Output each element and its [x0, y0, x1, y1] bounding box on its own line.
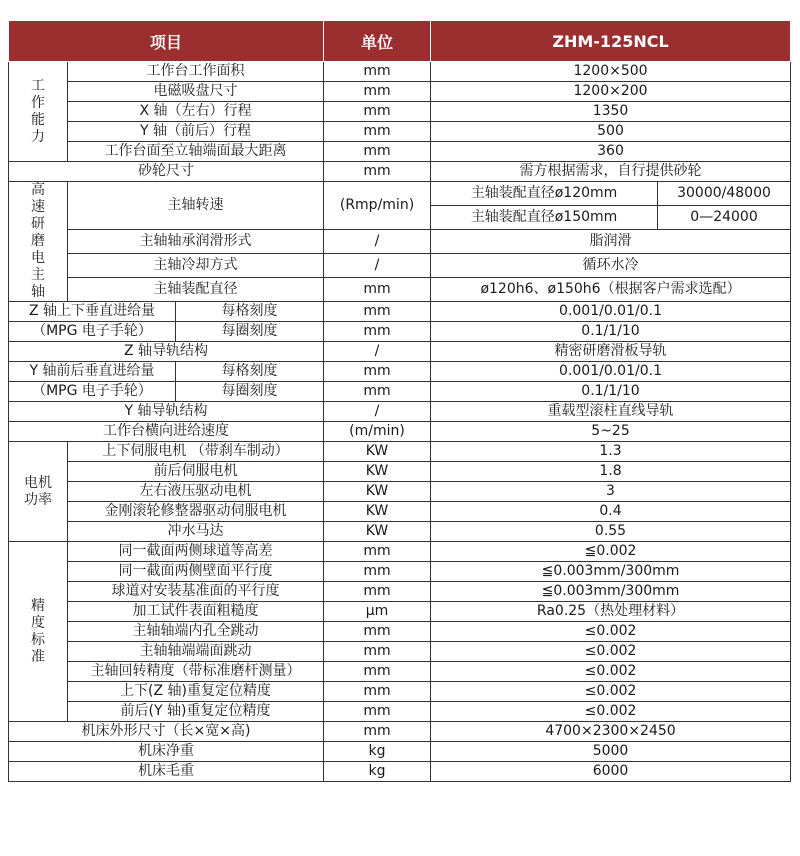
- row-label: 加工试件表面粗糙度: [68, 602, 324, 622]
- row-unit: /: [324, 402, 431, 422]
- sub-label: 每格刻度: [176, 302, 324, 322]
- row-value: 循环水冷: [431, 254, 791, 278]
- sub-value: 30000/48000: [658, 182, 791, 206]
- row-label: 主轴轴端端面跳动: [68, 642, 324, 662]
- table-row: [9, 562, 791, 582]
- group-spindle: 高 速 研 磨 电 主 轴: [9, 182, 68, 302]
- row-value: 3: [431, 482, 791, 502]
- row-unit: mm: [324, 82, 431, 102]
- table-row: [9, 142, 791, 162]
- row-unit: mm: [324, 122, 431, 142]
- table-row: [9, 662, 791, 682]
- row-label: 工作台工作面积: [68, 62, 324, 82]
- row-value: 0.55: [431, 522, 791, 542]
- group-work-capacity: 工 作 能 力: [9, 62, 68, 162]
- row-value: ≤0.002: [431, 682, 791, 702]
- row-unit: (Rmp/min): [324, 182, 431, 230]
- table-row: [9, 362, 791, 382]
- row-unit: mm: [324, 542, 431, 562]
- sub-value: 0—24000: [658, 206, 791, 230]
- table-row: [9, 582, 791, 602]
- row-label: Z 轴上下垂直进给量: [9, 302, 176, 322]
- row-unit: mm: [324, 562, 431, 582]
- row-unit: KW: [324, 522, 431, 542]
- row-value: 1350: [431, 102, 791, 122]
- row-unit: mm: [324, 662, 431, 682]
- group-precision: 精 度 标 准: [9, 542, 68, 722]
- table-row: [9, 462, 791, 482]
- header-model: ZHM-125NCL: [431, 21, 791, 62]
- row-value: ≤0.002: [431, 662, 791, 682]
- table-row: [9, 542, 791, 562]
- row-unit: mm: [324, 322, 431, 342]
- row-label: 机床毛重: [9, 762, 324, 782]
- sub-desc: 主轴装配直径ø120mm: [431, 182, 658, 206]
- row-label: 冲水马达: [68, 522, 324, 542]
- sub-label: 每圈刻度: [176, 322, 324, 342]
- row-value: 360: [431, 142, 791, 162]
- row-unit: mm: [324, 302, 431, 322]
- table-row: [9, 278, 791, 302]
- row-unit: kg: [324, 742, 431, 762]
- table-row: [9, 722, 791, 742]
- row-label: 主轴轴端内孔全跳动: [68, 622, 324, 642]
- header-unit: 单位: [324, 21, 431, 62]
- header-item: 项目: [9, 21, 324, 62]
- row-value: 需方根据需求，自行提供砂轮: [431, 162, 791, 182]
- row-value: ≦0.002: [431, 542, 791, 562]
- row-value: 0.1/1/10: [431, 382, 791, 402]
- row-unit: mm: [324, 622, 431, 642]
- row-label: 球道对安装基准面的平行度: [68, 582, 324, 602]
- row-unit: mm: [324, 722, 431, 742]
- row-value: 1200×500: [431, 62, 791, 82]
- row-label: 左右液压驱动电机: [68, 482, 324, 502]
- row-label: 前后(Y 轴)重复定位精度: [68, 702, 324, 722]
- row-value: 5000: [431, 742, 791, 762]
- table-row: [9, 522, 791, 542]
- row-label: 前后伺服电机: [68, 462, 324, 482]
- row-value: 脂润滑: [431, 230, 791, 254]
- row-label: 同一截面两侧壁面平行度: [68, 562, 324, 582]
- table-row: [9, 322, 791, 342]
- row-unit: (m/min): [324, 422, 431, 442]
- row-unit: kg: [324, 762, 431, 782]
- table-row: [9, 230, 791, 254]
- row-value: ≦0.003mm/300mm: [431, 562, 791, 582]
- row-label: 工作台横向进给速度: [9, 422, 324, 442]
- row-unit: mm: [324, 582, 431, 602]
- row-unit: mm: [324, 702, 431, 722]
- row-value: ≤0.002: [431, 622, 791, 642]
- table-row: [9, 602, 791, 622]
- table-row: [9, 442, 791, 462]
- row-unit: mm: [324, 62, 431, 82]
- table-row: [9, 62, 791, 82]
- table-row: [9, 682, 791, 702]
- table-row: [9, 122, 791, 142]
- row-label: 主轴装配直径: [68, 278, 324, 302]
- row-unit: mm: [324, 142, 431, 162]
- row-label: Y 轴前后垂直进给量: [9, 362, 176, 382]
- table-row: [9, 302, 791, 322]
- row-label: 上下(Z 轴)重复定位精度: [68, 682, 324, 702]
- group-motor-power: 电机 功率: [9, 442, 68, 542]
- row-label: 砂轮尺寸: [9, 162, 324, 182]
- row-value: Ra0.25（热处理材料）: [431, 602, 791, 622]
- row-unit: KW: [324, 482, 431, 502]
- row-value: 精密研磨滑板导轨: [431, 342, 791, 362]
- row-label: Y 轴导轨结构: [9, 402, 324, 422]
- table-row: [9, 102, 791, 122]
- row-label: 主轴回转精度（带标准磨杆测量）: [68, 662, 324, 682]
- table-row: [9, 482, 791, 502]
- row-value: 1.3: [431, 442, 791, 462]
- row-value: ≦0.003mm/300mm: [431, 582, 791, 602]
- row-label: 金刚滚轮修整器驱动伺服电机: [68, 502, 324, 522]
- row-value: 6000: [431, 762, 791, 782]
- row-unit: /: [324, 254, 431, 278]
- sub-desc: 主轴装配直径ø150mm: [431, 206, 658, 230]
- row-label: X 轴（左右）行程: [68, 102, 324, 122]
- table-row: [9, 622, 791, 642]
- row-unit: mm: [324, 278, 431, 302]
- row-unit: mm: [324, 362, 431, 382]
- row-unit: mm: [324, 102, 431, 122]
- row-label: 上下伺服电机 （带刹车制动）: [68, 442, 324, 462]
- row-label: 工作台面至立轴端面最大距离: [68, 142, 324, 162]
- row-unit: mm: [324, 162, 431, 182]
- row-unit: mm: [324, 382, 431, 402]
- sub-label: 每格刻度: [176, 362, 324, 382]
- row-label: 主轴转速: [68, 182, 324, 230]
- row-unit: /: [324, 342, 431, 362]
- table-row: [9, 642, 791, 662]
- row-value: 重载型滚柱直线导轨: [431, 402, 791, 422]
- row-label: Z 轴导轨结构: [9, 342, 324, 362]
- row-value: 0.001/0.01/0.1: [431, 302, 791, 322]
- row-unit: KW: [324, 462, 431, 482]
- row-value: 1.8: [431, 462, 791, 482]
- table-row: [9, 422, 791, 442]
- table-row: [9, 402, 791, 422]
- table-row: [9, 182, 791, 206]
- row-label: 机床外形尺寸（长×宽×高): [9, 722, 324, 742]
- table-row: [9, 502, 791, 522]
- row-value: 500: [431, 122, 791, 142]
- row-value: 0.1/1/10: [431, 322, 791, 342]
- header-row: [9, 21, 791, 62]
- row-label: 主轴冷却方式: [68, 254, 324, 278]
- row-unit: mm: [324, 642, 431, 662]
- row-label: 电磁吸盘尺寸: [68, 82, 324, 102]
- row-label: （MPG 电子手轮）: [9, 322, 176, 342]
- row-unit: KW: [324, 442, 431, 462]
- row-label: 机床净重: [9, 742, 324, 762]
- table-row: [9, 382, 791, 402]
- row-value: 0.4: [431, 502, 791, 522]
- table-row: [9, 702, 791, 722]
- table-row: [9, 82, 791, 102]
- row-label: （MPG 电子手轮）: [9, 382, 176, 402]
- row-unit: μm: [324, 602, 431, 622]
- row-unit: /: [324, 230, 431, 254]
- table-row: [9, 762, 791, 782]
- row-value: ≤0.002: [431, 642, 791, 662]
- spec-table: [8, 20, 791, 782]
- row-label: 主轴轴承润滑形式: [68, 230, 324, 254]
- table-row: [9, 342, 791, 362]
- row-value: ø120h6、ø150h6（根据客户需求选配）: [431, 278, 791, 302]
- table-row: [9, 742, 791, 762]
- row-label: 同一截面两侧球道等高差: [68, 542, 324, 562]
- row-value: ≤0.002: [431, 702, 791, 722]
- row-unit: KW: [324, 502, 431, 522]
- row-value: 1200×200: [431, 82, 791, 102]
- sub-label: 每圈刻度: [176, 382, 324, 402]
- row-value: 5~25: [431, 422, 791, 442]
- row-value: 4700×2300×2450: [431, 722, 791, 742]
- row-value: 0.001/0.01/0.1: [431, 362, 791, 382]
- table-row: [9, 162, 791, 182]
- row-unit: mm: [324, 682, 431, 702]
- table-row: [9, 254, 791, 278]
- row-label: Y 轴（前后）行程: [68, 122, 324, 142]
